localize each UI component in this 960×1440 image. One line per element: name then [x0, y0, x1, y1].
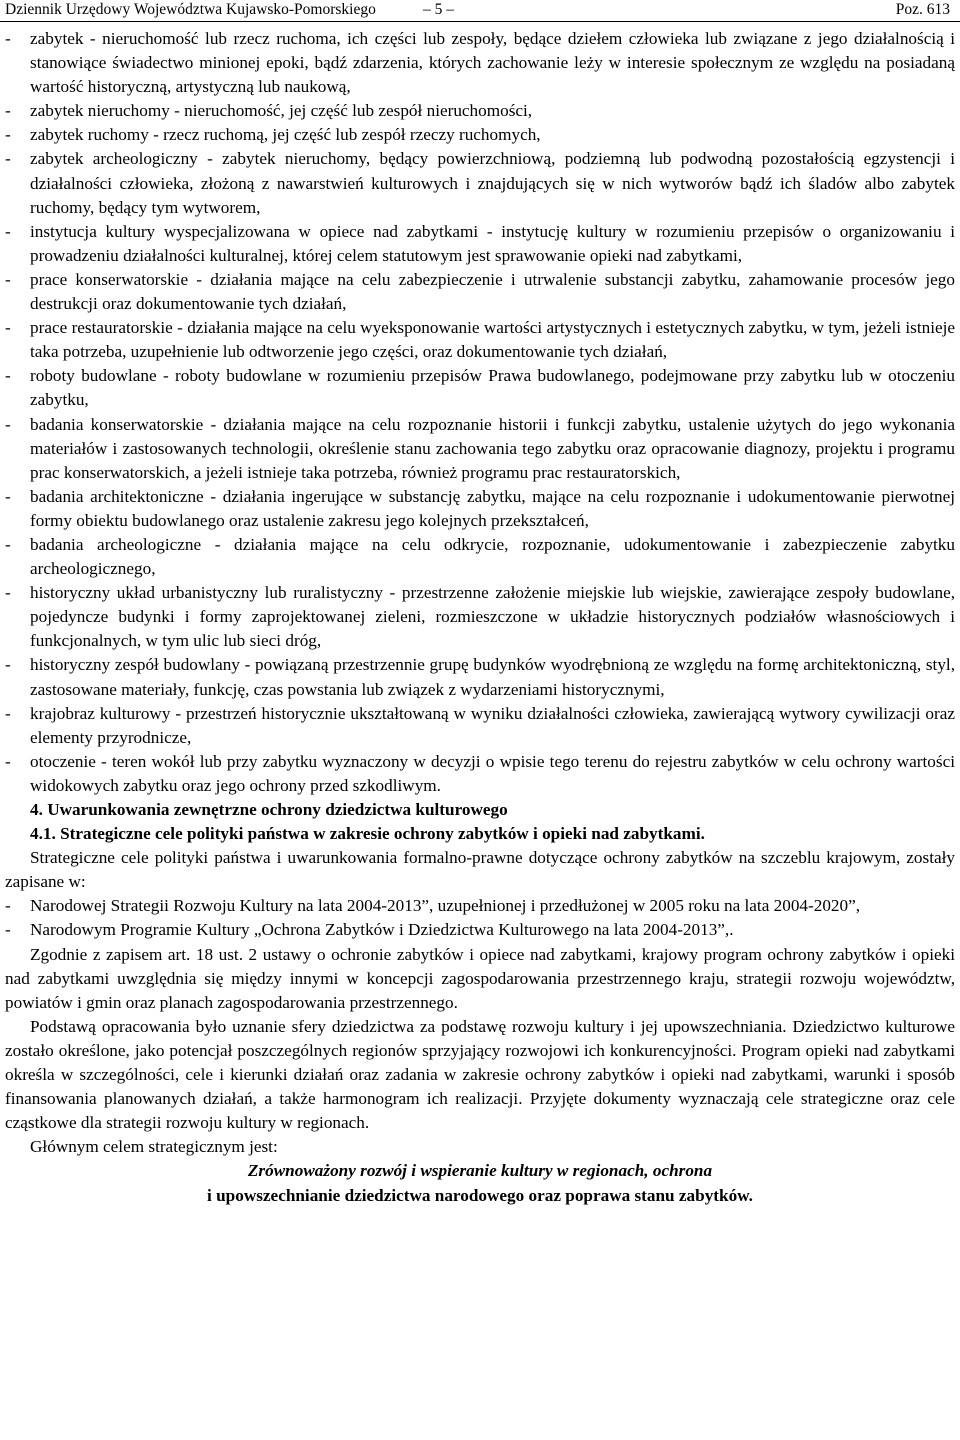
list-dash: - — [5, 318, 11, 338]
strategy-item — [5, 918, 955, 942]
definition-text: otoczenie - teren wokół lub przy zabytku wyznaczony w decyzji o wpisie tego terenu do rejestru zabytków w celu ochrony wartości widokowych zabytku oraz jego ochrony przed szkodliwym. — [30, 751, 955, 795]
page-header — [5, 0, 955, 22]
definition-item — [5, 485, 955, 533]
definition-text: badania konserwatorskie - działania mające na celu rozpoznanie historii i funkcji zabytku, ustalenie użytych do jego wykonania materiałów i zastosowanych technologii, określenie stanu zachowania tego zabytku oraz opracowanie diagnozy, projektu i programu prac konserwatorskich, a jeżeli istnieje taka potrzeba, również programu prac restauratorskich, — [30, 414, 955, 482]
list-dash: - — [5, 125, 11, 145]
strategies-list — [5, 894, 955, 942]
strategic-goal — [5, 1159, 955, 1207]
definition-item — [5, 364, 955, 412]
list-dash: - — [5, 920, 11, 940]
list-dash: - — [5, 366, 11, 386]
definition-text: prace restauratorskie - działania mające na celu wyeksponowanie wartości artystycznych i estetycznych zabytku, w tym, jeżeli istnieje taka potrzeba, uzupełnienie lub odtworzenie jego części, oraz dokumentowanie tych działań, — [30, 318, 955, 362]
list-dash: - — [5, 221, 11, 241]
definition-item — [5, 413, 955, 485]
header-rule — [0, 21, 960, 22]
section-heading-4-1: 4.1. Strategiczne cele polityki państwa w zakresie ochrony zabytków i opieki nad zabytkami. — [30, 824, 705, 844]
definition-text: badania architektoniczne - działania ingerujące w substancję zabytku, mające na celu rozpoznanie i udokumentowanie pierwotnej formy obiektu budowlanego oraz ustalenie zakresu jego kolejnych przekształceń, — [30, 486, 955, 530]
definition-item — [5, 123, 955, 147]
definition-item — [5, 220, 955, 268]
definition-text: instytucja kultury wyspecjalizowana w opiece nad zabytkami - instytucję kultury w rozumieniu przepisów o organizowaniu i prowadzeniu działalności kulturalnej, której celem statutowym jest sprawowanie opieki nad zabytkami, — [30, 221, 955, 265]
definition-text: historyczny układ urbanistyczny lub ruralistyczny - przestrzenne założenie miejskie lub wiejskie, zawierające zespoły budowlane, pojedyncze budynki i formy zaprojektowanej zieleni, rozmieszczone w układzie historycznych podziałów własnościowych i funkcjonalnych, w tym ulic lub sieci dróg, — [30, 583, 955, 651]
list-dash: - — [5, 29, 11, 48]
paragraph-program-basis: Podstawą opracowania było uznanie sfery dziedzictwa za podstawę rozwoju kultury i jej upowszechniania. Dziedzictwo kulturowe zostało określone, jako potencjał poszczególnych regionów sprzyjający rozwojowi ich konkurencyjności. Program opieki nad zabytkami określa w szczególności, cele i kierunki działań oraz zadania w zakresie ochrony zabytków i opieki nad zabytkami, warunki i sposób finansowania planowanych działań, a także harmonogram ich realizacji. Przyjęte dokumenty wyznaczają cele strategiczne oraz cele cząstkowe dla strategii rozwoju kultury w regionach. — [5, 1016, 955, 1133]
list-dash: - — [5, 414, 11, 434]
list-dash: - — [5, 486, 11, 506]
definition-item — [5, 268, 955, 316]
list-dash: - — [5, 583, 11, 603]
strategy-text: Narodowej Strategii Rozwoju Kultury na lata 2004-2013”, uzupełnionej i przedłużonej w 2005 roku na lata 2004-2020”, — [30, 896, 861, 916]
strategy-text: Narodowym Programie Kultury „Ochrona Zabytków i Dziedzictwa Kulturowego na lata 2004-2013”,. — [30, 920, 734, 940]
list-dash: - — [5, 655, 11, 675]
definition-item — [5, 27, 955, 99]
strategy-item — [5, 894, 955, 918]
definitions-list — [5, 27, 955, 798]
definition-text: zabytek - nieruchomość lub rzecz ruchoma, ich części lub zespoły, będące dziełem człowieka lub związane z jego działalnością i stanowiące świadectwo minionej epoki, bądź zdarzenia, których zachowanie leży w interesie społecznym ze względu na posiadaną wartość historyczną, artystyczną lub naukową, — [30, 29, 955, 97]
definition-item — [5, 581, 955, 653]
list-dash: - — [5, 534, 11, 554]
journal-title: Dziennik Urzędowy Województwa Kujawsko-Pomorskiego — [5, 1, 376, 18]
definition-item — [5, 702, 955, 750]
page-number: – 5 – — [423, 1, 454, 18]
definition-item — [5, 147, 955, 219]
definition-item — [5, 99, 955, 123]
definition-text: zabytek ruchomy - rzecz ruchomą, jej część lub zespół rzeczy ruchomych, — [30, 125, 541, 145]
list-dash: - — [5, 101, 11, 121]
list-dash: - — [5, 269, 11, 289]
definition-item — [5, 533, 955, 581]
list-dash: - — [5, 896, 11, 916]
list-dash: - — [5, 703, 11, 723]
list-dash: - — [5, 751, 11, 771]
definition-item — [5, 750, 955, 798]
definition-text: roboty budowlane - roboty budowlane w rozumieniu przepisów Prawa budowlanego, podejmowane przy zabytku lub w otoczeniu zabytku, — [30, 366, 955, 410]
document-body — [5, 27, 955, 1208]
definition-text: zabytek nieruchomy - nieruchomość, jej część lub zespół nieruchomości, — [30, 101, 533, 121]
goal-line-1: Zrównoważony rozwój i wspieranie kultury w regionach, ochrona — [247, 1161, 713, 1181]
definition-text: krajobraz kulturowy - przestrzeń historycznie ukształtowaną w wyniku działalności człowieka, zawierającą wytwory cywilizacji oraz elementy przyrodnicze, — [30, 703, 955, 747]
definition-text: prace konserwatorskie - działania mające na celu zabezpieczenie i utrwalenie substancji zabytku, zahamowanie procesów jego destrukcji oraz dokumentowanie tych działań, — [30, 269, 955, 314]
goal-label: Głównym celem strategicznym jest: — [30, 1137, 278, 1157]
paragraph-art-18: Zgodnie z zapisem art. 18 ust. 2 ustawy o ochronie zabytków i opiece nad zabytkami, krajowy program ochrony zabytków i opieki nad zabytkami uwzględnia się między innymi w koncepcji zagospodarowania przestrzennego kraju, strategii rozwoju województw, powiatów i gmin oraz planach zagospodarowania przestrzennego. — [5, 944, 955, 1012]
paragraph-strategic-goals: Strategiczne cele polityki państwa i uwarunkowania formalno-prawne dotyczące ochrony zabytków na szczeblu krajowym, zostały zapisane w: — [5, 848, 955, 892]
list-dash: - — [5, 149, 11, 169]
goal-line-2: i upowszechnianie dziedzictwa narodowego oraz poprawa stanu zabytków. — [207, 1185, 753, 1205]
definition-text: historyczny zespół budowlany - powiązaną przestrzennie grupę budynków wyodrębnioną ze względu na formę architektoniczną, styl, zastosowane materiały, funkcję, czas powstania lub związek z wydarzeniami historycznymi, — [30, 655, 955, 699]
position-number: Poz. 613 — [895, 1, 950, 18]
section-heading-4: 4. Uwarunkowania zewnętrzne ochrony dziedzictwa kulturowego — [30, 800, 508, 819]
definition-text: badania archeologiczne - działania mające na celu odkrycie, rozpoznanie, udokumentowanie i zabezpieczenie zabytku archeologicznego, — [30, 534, 955, 579]
definition-text: zabytek archeologiczny - zabytek nieruchomy, będący powierzchniową, podziemną lub podwodną pozostałością egzystencji i działalności człowieka, złożoną z nawarstwień kulturowych i znajdujących się w nich wytworów bądź ich śladów albo zabytek ruchomy, będący tym wytworem, — [30, 149, 955, 217]
definition-item — [5, 653, 955, 701]
definition-item — [5, 316, 955, 364]
